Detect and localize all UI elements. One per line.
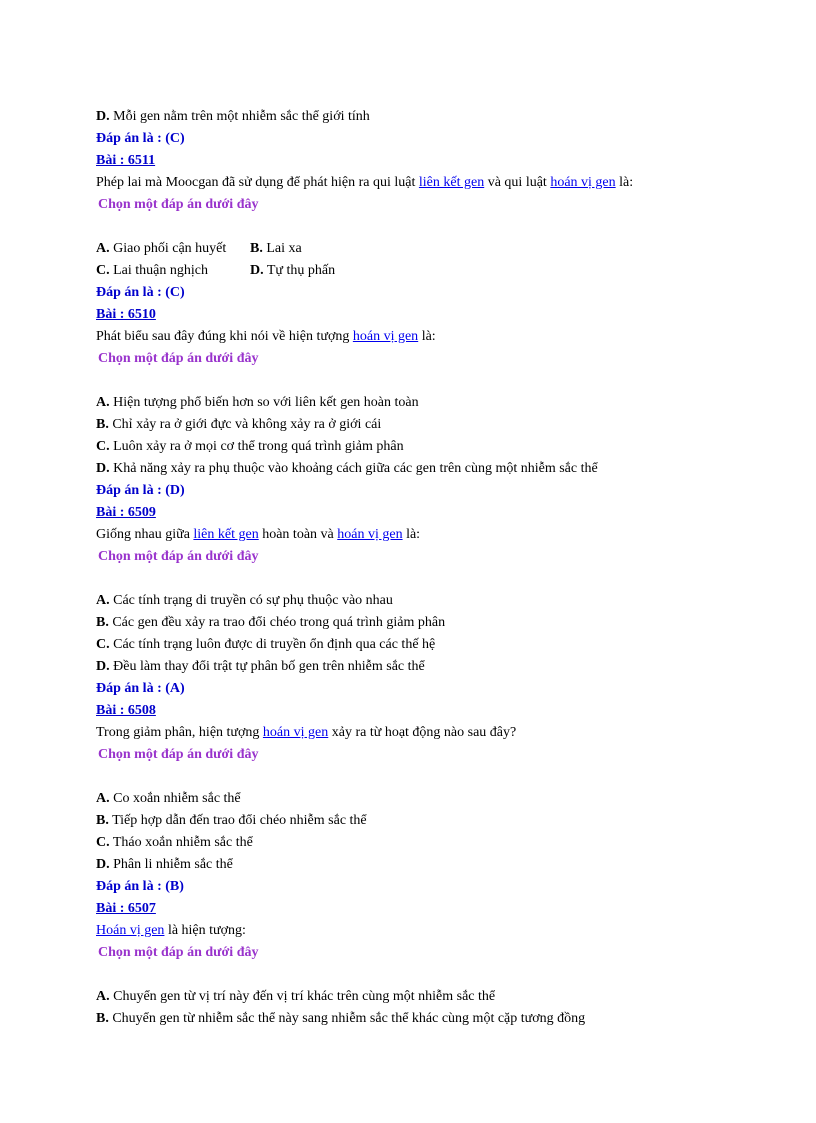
link-hoan-vi-gen[interactable]: Hoán vị gen <box>96 923 165 938</box>
question-text-6510: Phát biểu sau đây đúng khi nói về hiện tượng hoán vị gen là: <box>96 329 436 344</box>
option-a[interactable]: A. Hiện tượng phổ biến hơn so với liên kết gen hoàn toàn <box>96 395 419 410</box>
link-hoan-vi-gen[interactable]: hoán vị gen <box>352 329 419 344</box>
option-d[interactable]: D. Đều làm thay đổi trật tự phân bố gen trên nhiễm sắc thể <box>96 659 425 674</box>
choose-answer-label: Chọn một đáp án dưới đây <box>98 747 259 762</box>
option-a[interactable]: Giao phối cận huyết <box>113 241 227 256</box>
option-a[interactable]: A. Co xoắn nhiễm sắc thể <box>96 791 241 806</box>
option-c[interactable]: C. Các tính trạng luôn được di truyền ổn định qua các thế hệ <box>96 637 436 652</box>
option-c[interactable]: C. Tháo xoắn nhiễm sắc thể <box>96 835 253 850</box>
question-title-6510[interactable]: Bài : 6510 <box>96 307 156 322</box>
option-a[interactable]: A. Chuyển gen từ vị trí này đến vị trí khác trên cùng một nhiễm sắc thể <box>96 989 496 1004</box>
question-text-6509: Giống nhau giữa liên kết gen hoàn toàn và hoán vị gen là: <box>96 527 421 542</box>
choose-answer-label: Chọn một đáp án dưới đây <box>98 351 259 366</box>
link-lien-ket-gen[interactable]: liên kết gen <box>418 175 485 190</box>
link-hoan-vi-gen[interactable]: hoán vị gen <box>337 527 403 542</box>
option-b[interactable]: B. Chỉ xảy ra ở giới đực và không xảy ra ở giới cái <box>96 417 382 432</box>
choose-answer-label: Chọn một đáp án dưới đây <box>98 197 259 212</box>
question-title-6509[interactable]: Bài : 6509 <box>96 505 156 520</box>
option-b[interactable]: B. Các gen đều xảy ra trao đổi chéo trong quá trình giảm phân <box>96 615 446 630</box>
options-row-ab: A. Giao phối cận huyết B. Lai xa <box>96 241 302 256</box>
answer-line: Đáp án là : (C) <box>96 131 185 146</box>
options-row-cd: C. Lai thuận nghịch D. Tự thụ phấn <box>96 263 336 278</box>
option-d[interactable]: Tự thụ phấn <box>266 263 336 278</box>
option-b[interactable]: B. Chuyển gen từ nhiễm sắc thể này sang nhiễm sắc thể khác cùng một cặp tương đồng <box>96 1011 586 1026</box>
link-lien-ket-gen[interactable]: liên kết gen <box>193 527 259 542</box>
answer-line: Đáp án là : (C) <box>96 285 185 300</box>
option-b[interactable]: Lai xa <box>266 241 302 256</box>
option-a[interactable]: A. Các tính trạng di truyền có sự phụ thuộc vào nhau <box>96 593 393 608</box>
choose-answer-label: Chọn một đáp án dưới đây <box>98 549 259 564</box>
question-title-6507[interactable]: Bài : 6507 <box>96 901 156 916</box>
question-text-6508: Trong giảm phân, hiện tượng hoán vị gen xảy ra từ hoạt động nào sau đây? <box>96 725 517 740</box>
document-page <box>96 106 736 1030</box>
option-c[interactable]: Lai thuận nghịch <box>113 263 208 278</box>
answer-line: Đáp án là : (D) <box>96 483 185 498</box>
answer-line: Đáp án là : (B) <box>96 879 184 894</box>
link-hoan-vi-gen[interactable]: hoán vị gen <box>262 725 329 740</box>
option-b[interactable]: B. Tiếp hợp dẫn đến trao đổi chéo nhiễm sắc thể <box>96 813 367 828</box>
link-hoan-vi-gen[interactable]: hoán vị gen <box>550 175 616 190</box>
choose-answer-label: Chọn một đáp án dưới đây <box>98 945 259 960</box>
question-text-6511: Phép lai mà Moocgan đã sử dụng để phát hiện ra qui luật liên kết gen và qui luật hoán vị gen là: <box>96 175 634 190</box>
option-d: D. Mỗi gen nằm trên một nhiễm sắc thể giới tính <box>96 109 370 124</box>
answer-line: Đáp án là : (A) <box>96 681 185 696</box>
option-d[interactable]: D. Khả năng xảy ra phụ thuộc vào khoảng cách giữa các gen trên cùng một nhiễm sắc thể <box>96 461 598 476</box>
option-d[interactable]: D. Phân li nhiễm sắc thể <box>96 857 233 872</box>
question-text-6507: Hoán vị gen là hiện tượng: <box>96 923 246 938</box>
option-c[interactable]: C. Luôn xảy ra ở mọi cơ thể trong quá trình giảm phân <box>96 439 404 454</box>
question-title-6511[interactable]: Bài : 6511 <box>96 153 156 168</box>
question-title-6508[interactable]: Bài : 6508 <box>96 703 156 718</box>
